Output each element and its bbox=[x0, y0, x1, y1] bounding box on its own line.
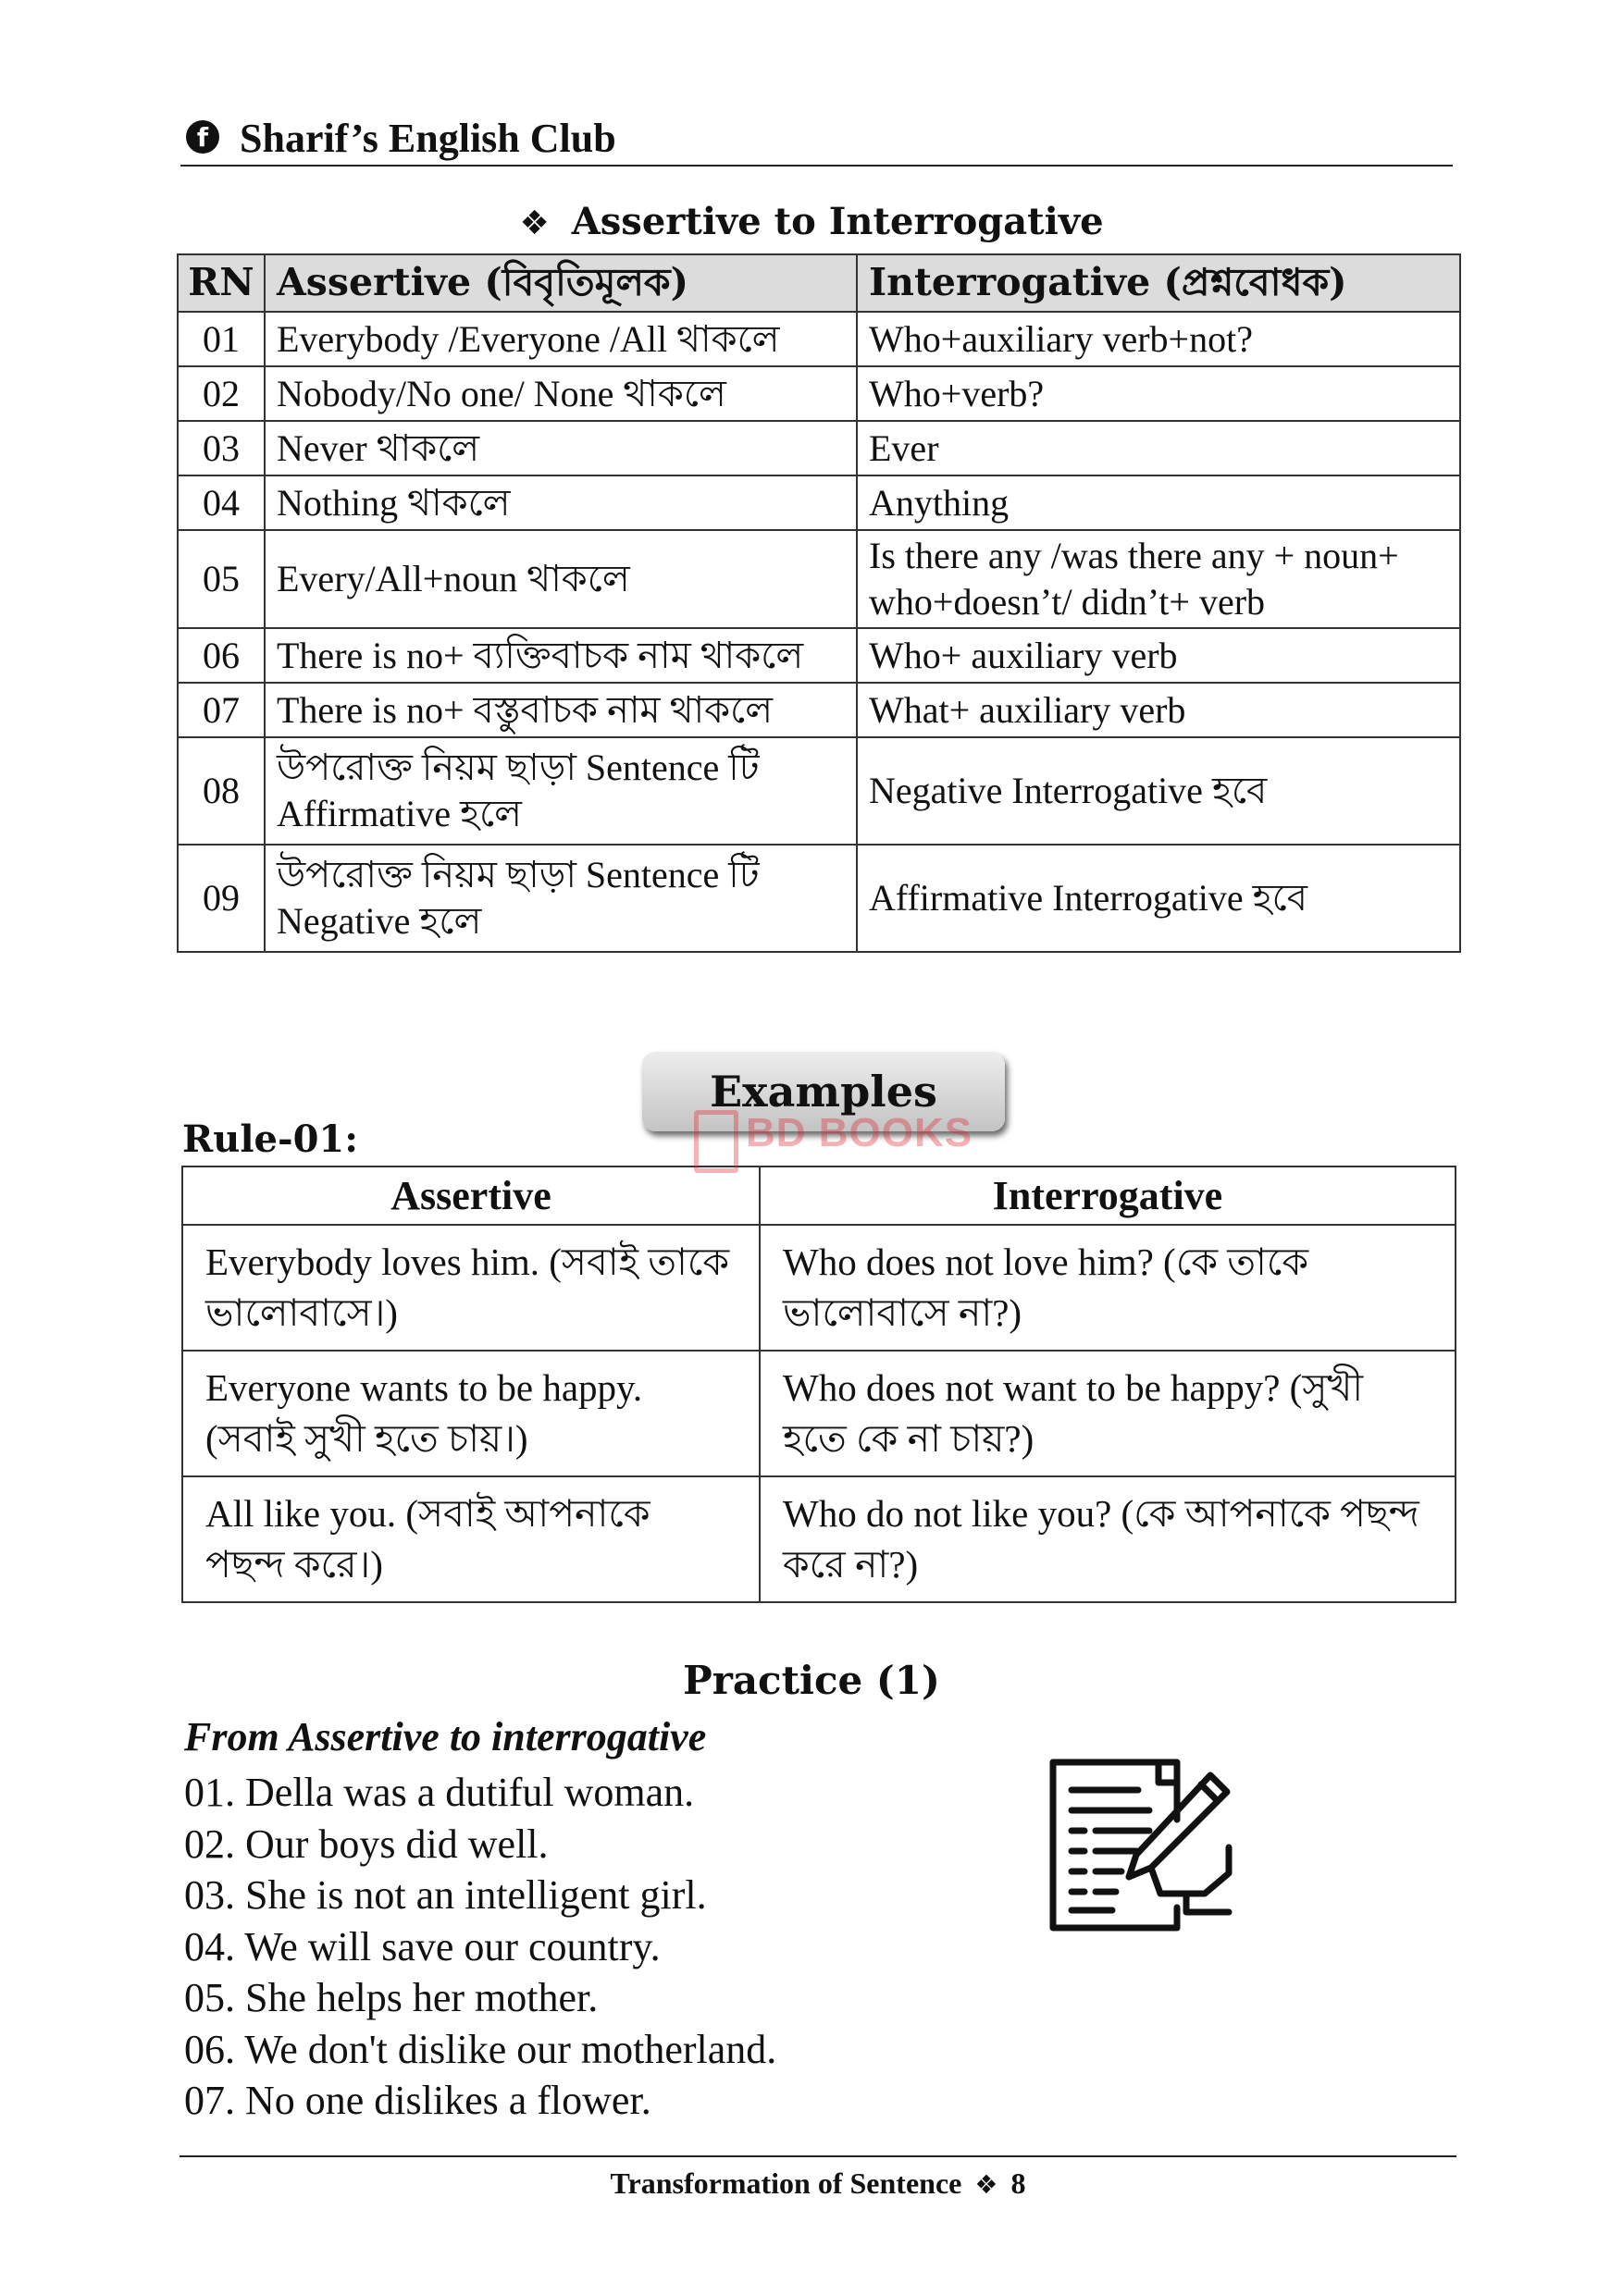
facebook-icon: f bbox=[186, 120, 219, 154]
club-name: Sharif’s English Club bbox=[240, 116, 616, 161]
diamond-icon: ❖ bbox=[974, 2169, 998, 2200]
example-assertive: All like you. (সবাই আপনাকে পছন্দ করে।) bbox=[182, 1476, 760, 1602]
interrogative-rule: What+ auxiliary verb bbox=[857, 683, 1460, 737]
interrogative-rule: Who+ auxiliary verb bbox=[857, 628, 1460, 683]
assertive-rule: Every/All+noun থাকলে bbox=[265, 530, 857, 628]
rule-number: 09 bbox=[178, 845, 265, 952]
table-row bbox=[182, 1351, 1456, 1476]
interrogative-rule: Anything bbox=[857, 475, 1460, 530]
list-item: 05. She helps her mother. bbox=[184, 1975, 599, 2020]
rule-number: 03 bbox=[178, 421, 265, 475]
rule-number: 08 bbox=[178, 737, 265, 845]
interrogative-rule: Who+auxiliary verb+not? bbox=[857, 312, 1460, 366]
assertive-rule: There is no+ বস্তুবাচক নাম থাকলে bbox=[265, 683, 857, 737]
practice-title: Practice (1) bbox=[683, 1658, 940, 1703]
table-row bbox=[178, 737, 1460, 845]
column-header-interrogative: Interrogative bbox=[760, 1167, 1456, 1225]
rule-label: Rule-01: bbox=[182, 1117, 358, 1161]
table-row bbox=[178, 845, 1460, 952]
list-item: 07. No one dislikes a flower. bbox=[184, 2078, 651, 2123]
list-item: 03. She is not an intelligent girl. bbox=[184, 1872, 707, 1918]
example-interrogative: Who do not like you? (কে আপনাকে পছন্দ করে না?) bbox=[760, 1476, 1456, 1602]
example-assertive: Everyone wants to be happy. (সবাই সুখী হতে চায়।) bbox=[182, 1351, 760, 1476]
assertive-rule: উপরোক্ত নিয়ম ছাড়া Sentence টি Affirmative হলে bbox=[265, 737, 857, 845]
table-row bbox=[178, 683, 1460, 737]
watermark bbox=[694, 1106, 973, 1180]
rule-number: 05 bbox=[178, 530, 265, 628]
column-header-assertive: Assertive bbox=[182, 1167, 760, 1225]
example-interrogative: Who does not love him? (কে তাকে ভালোবাসে না?) bbox=[760, 1225, 1456, 1351]
column-header-interrogative: Interrogative (প্রশ্নবোধক) bbox=[857, 254, 1460, 312]
list-item: 06. We don't dislike our motherland. bbox=[184, 2026, 777, 2072]
page-header bbox=[180, 109, 1453, 167]
example-assertive: Everybody loves him. (সবাই তাকে ভালোবাসে।) bbox=[182, 1225, 760, 1351]
list-item: 01. Della was a dutiful woman. bbox=[184, 1770, 695, 1815]
rule-number: 01 bbox=[178, 312, 265, 366]
rule-number: 02 bbox=[178, 366, 265, 421]
example-interrogative: Who does not want to be happy? (সুখী হতে কে না চায়?) bbox=[760, 1351, 1456, 1476]
diamond-icon: ❖ bbox=[519, 204, 550, 242]
section-title-text: Assertive to Interrogative bbox=[571, 200, 1104, 243]
assertive-rule: Everybody /Everyone /All থাকলে bbox=[265, 312, 857, 366]
rule-number: 06 bbox=[178, 628, 265, 683]
interrogative-rule: Is there any /was there any + noun+ who+doesn’t/ didn’t+ verb bbox=[857, 530, 1460, 628]
examples-table bbox=[181, 1166, 1456, 1603]
table-row bbox=[182, 1225, 1456, 1351]
list-item: 02. Our boys did well. bbox=[184, 1821, 549, 1867]
document-writing-icon bbox=[1047, 1755, 1234, 1935]
section-title bbox=[0, 200, 1623, 243]
page-footer bbox=[180, 2155, 1456, 2201]
book-icon bbox=[694, 1110, 738, 1173]
table-row bbox=[178, 628, 1460, 683]
practice-list bbox=[184, 1767, 776, 2127]
rules-table bbox=[177, 253, 1461, 953]
assertive-rule: Nothing থাকলে bbox=[265, 475, 857, 530]
interrogative-rule: Negative Interrogative হবে bbox=[857, 737, 1460, 845]
watermark-text: BD BOOKS bbox=[746, 1110, 973, 1155]
column-header-rn: RN bbox=[178, 254, 265, 312]
interrogative-rule: Who+verb? bbox=[857, 366, 1460, 421]
examples-badge: Examples bbox=[642, 1052, 1005, 1131]
table-row bbox=[178, 312, 1460, 366]
column-header-assertive: Assertive (বিবৃতিমূলক) bbox=[265, 254, 857, 312]
practice-subtitle: From Assertive to interrogative bbox=[184, 1714, 707, 1759]
rules-table-header bbox=[178, 254, 1460, 312]
assertive-rule: Never থাকলে bbox=[265, 421, 857, 475]
assertive-rule: There is no+ ব্যক্তিবাচক নাম থাকলে bbox=[265, 628, 857, 683]
page-number: 8 bbox=[1010, 2166, 1026, 2200]
table-row bbox=[178, 421, 1460, 475]
table-row bbox=[178, 530, 1460, 628]
rule-number: 07 bbox=[178, 683, 265, 737]
interrogative-rule: Affirmative Interrogative হবে bbox=[857, 845, 1460, 952]
table-row bbox=[178, 475, 1460, 530]
rule-number: 04 bbox=[178, 475, 265, 530]
table-row bbox=[178, 366, 1460, 421]
list-item: 04. We will save our country. bbox=[184, 1923, 661, 1969]
interrogative-rule: Ever bbox=[857, 421, 1460, 475]
table-row bbox=[182, 1476, 1456, 1602]
assertive-rule: উপরোক্ত নিয়ম ছাড়া Sentence টি Negative হলে bbox=[265, 845, 857, 952]
assertive-rule: Nobody/No one/ None থাকলে bbox=[265, 366, 857, 421]
footer-text: Transformation of Sentence bbox=[610, 2166, 962, 2200]
